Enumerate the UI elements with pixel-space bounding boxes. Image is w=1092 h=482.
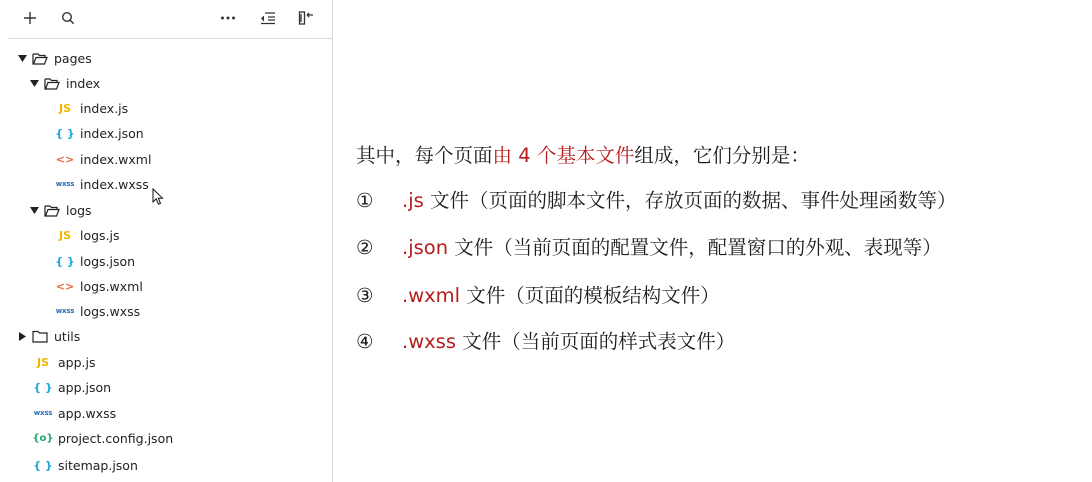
js-file-icon: JS <box>58 101 71 115</box>
file-item <box>356 185 956 213</box>
tree-label: logs.js <box>80 227 120 243</box>
tree-label: logs <box>66 202 92 218</box>
tree-folder-logs[interactable] <box>8 199 348 221</box>
tree-label: pages <box>54 50 92 66</box>
plus-icon[interactable] <box>18 6 42 30</box>
item-extension: .js <box>402 189 424 212</box>
wxml-file-icon: <> <box>55 279 75 293</box>
file-item <box>356 280 720 308</box>
file-item <box>356 232 942 260</box>
tree-label: project.config.json <box>58 430 174 446</box>
config-file-icon: {o} <box>32 432 54 444</box>
tree-file-sitemap[interactable] <box>8 454 352 476</box>
json-file-icon: { } <box>55 254 75 268</box>
tree-file-logs-wxss[interactable] <box>8 300 374 322</box>
file-explorer <box>8 0 333 482</box>
json-file-icon: { } <box>33 380 53 394</box>
intro-highlight: 由 4 个基本文件 <box>492 144 635 167</box>
tree-label: logs.json <box>80 253 136 269</box>
tree-label: index.js <box>80 100 129 116</box>
tree-file-project-config[interactable] <box>8 427 352 449</box>
tree-label: index <box>66 75 101 91</box>
chevron-down-icon <box>28 80 40 87</box>
folder-open-icon <box>44 204 60 217</box>
tree-label: logs.wxss <box>80 303 141 319</box>
tree-file-index-wxml[interactable] <box>8 148 374 170</box>
tree-file-app-wxss[interactable] <box>8 402 352 424</box>
dock-left-icon[interactable] <box>294 6 318 30</box>
chevron-down-icon <box>16 55 28 62</box>
mouse-cursor-icon <box>152 188 164 210</box>
tree-file-app-json[interactable] <box>8 376 352 398</box>
tree-label: app.wxss <box>58 405 117 421</box>
explorer-toolbar <box>8 0 332 39</box>
tree-file-index-js[interactable] <box>8 97 374 119</box>
intro-suffix: 组成，它们分别是： <box>634 144 810 167</box>
tree-file-index-json[interactable] <box>8 122 374 144</box>
tree-file-logs-js[interactable] <box>8 224 374 246</box>
item-extension: .wxss <box>402 330 457 353</box>
item-number: ① <box>356 189 374 212</box>
json-file-icon: { } <box>55 126 75 140</box>
tree-label: index.wxml <box>80 151 152 167</box>
collapse-all-icon[interactable] <box>256 6 280 30</box>
tree-label: sitemap.json <box>58 457 138 473</box>
tree-label: index.wxss <box>80 176 149 192</box>
js-file-icon: JS <box>58 228 71 242</box>
item-description: 文件（页面的脚本文件，存放页面的数据、事件处理函数等） <box>423 189 957 212</box>
json-file-icon: { } <box>33 458 53 472</box>
folder-icon <box>32 330 48 343</box>
tree-label: index.json <box>80 125 144 141</box>
tree-file-logs-json[interactable] <box>8 250 374 272</box>
tree-folder-index[interactable] <box>8 72 348 94</box>
tree-file-logs-wxml[interactable] <box>8 275 374 297</box>
wxml-file-icon: <> <box>55 152 75 166</box>
tree-folder-utils[interactable] <box>8 325 336 347</box>
folder-open-icon <box>32 52 48 65</box>
chevron-right-icon <box>16 332 28 341</box>
tree-label: utils <box>54 328 81 344</box>
wxss-file-icon: wxss <box>33 409 53 417</box>
tree-file-index-wxss[interactable] <box>8 173 374 195</box>
search-icon[interactable] <box>56 6 80 30</box>
item-description: 文件（当前页面的样式表文件） <box>456 330 736 353</box>
item-number: ④ <box>356 330 374 353</box>
item-number: ② <box>356 236 374 259</box>
more-icon[interactable] <box>216 6 240 30</box>
chevron-down-icon <box>28 207 40 214</box>
tree-label: app.json <box>58 379 112 395</box>
tree-file-app-js[interactable] <box>8 351 352 373</box>
item-extension: .json <box>402 236 449 259</box>
intro-prefix: 其中，每个页面 <box>356 144 493 167</box>
item-extension: .wxml <box>402 284 461 307</box>
item-description: 文件（页面的模板结构文件） <box>460 284 720 307</box>
item-number: ③ <box>356 284 374 307</box>
file-item <box>356 326 735 354</box>
wxss-file-icon: wxss <box>55 180 75 188</box>
intro-text <box>356 140 810 168</box>
wxss-file-icon: wxss <box>55 307 75 315</box>
tree-folder-pages[interactable] <box>8 47 336 69</box>
item-description: 文件（当前页面的配置文件，配置窗口的外观、表现等） <box>448 236 942 259</box>
folder-open-icon <box>44 77 60 90</box>
tree-label: logs.wxml <box>80 278 143 294</box>
tree-label: app.js <box>58 354 96 370</box>
js-file-icon: JS <box>36 355 49 369</box>
